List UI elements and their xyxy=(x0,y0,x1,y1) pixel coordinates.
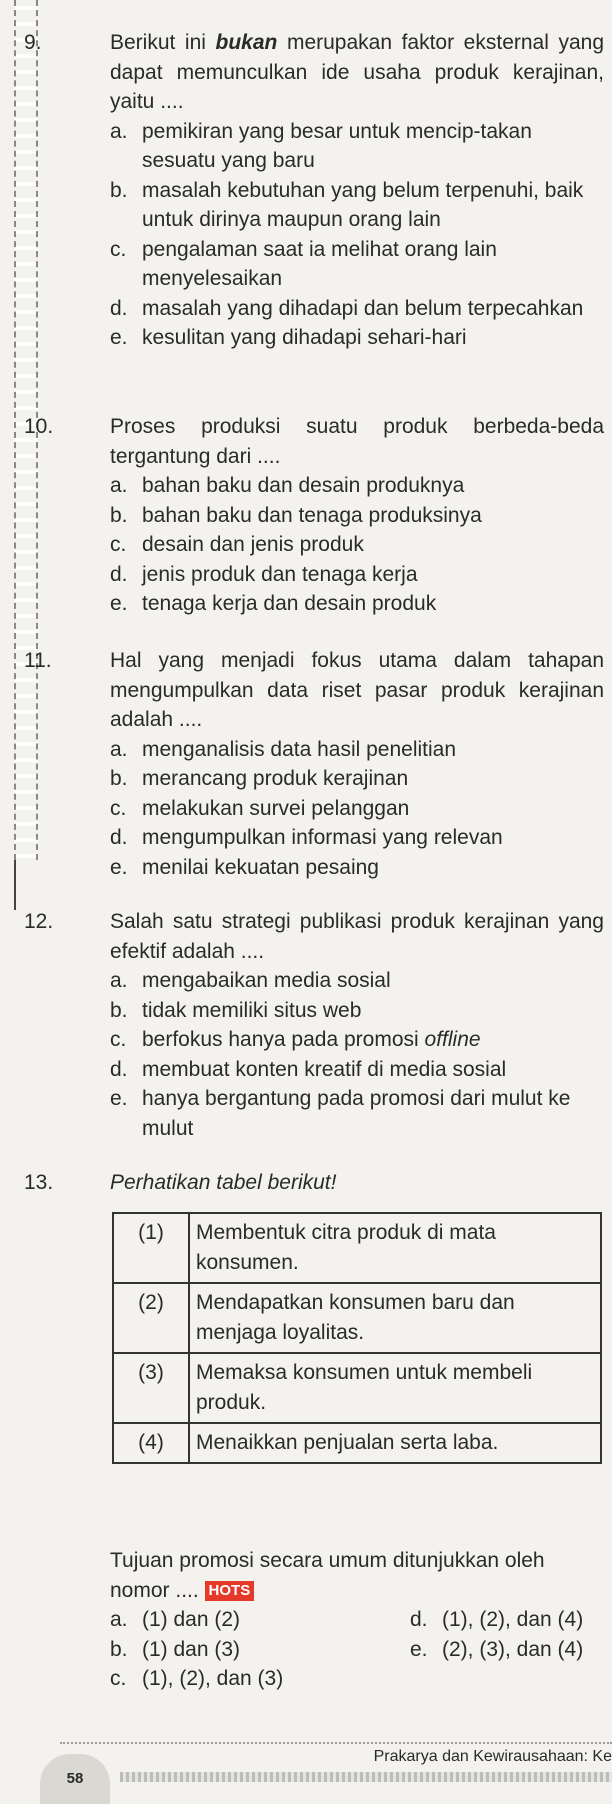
option-d[interactable]: d. jenis produk dan tenaga kerja xyxy=(110,562,418,586)
option-list xyxy=(54,117,604,353)
question-number: 13. xyxy=(24,1171,54,1194)
option-b[interactable]: b. merancang produk kerajinan xyxy=(110,767,409,790)
question-stem: Salah satu strategi publikasi produk kerajinan yang efektif adalah .... xyxy=(110,910,604,963)
table-row: (3) Memaksa konsumen untuk membeli produk. xyxy=(113,1353,601,1423)
question-number: 9. xyxy=(24,31,42,54)
emphasis-text: bukan xyxy=(215,31,278,54)
question-stem: Hal yang menjadi fokus utama dalam tahapan mengumpulkan data riset pasar produk kerajinan adalah .... xyxy=(110,649,604,731)
option-e[interactable]: e. menilai kekuatan pesaing xyxy=(110,855,379,879)
option-d[interactable]: d. masalah yang dihadapi dan belum terpecahkan xyxy=(110,296,584,320)
table-row: (1) Membentuk citra produk di mata konsumen. xyxy=(113,1213,601,1283)
option-c[interactable]: c. melakukan survei pelanggan xyxy=(110,796,410,820)
option-e[interactable]: e. kesulitan yang dihadapi sehari-hari xyxy=(110,326,467,349)
option-a[interactable]: a. menganalisis data hasil penelitian xyxy=(110,737,457,761)
question-text: Tujuan promosi secara umum ditunjukkan oleh nomor .... xyxy=(110,1549,545,1602)
question-number: 10. xyxy=(24,415,54,438)
question-12 xyxy=(24,907,604,1143)
option-grid xyxy=(110,1605,604,1694)
question-9 xyxy=(24,28,605,353)
question-13 xyxy=(24,1168,604,1198)
question-11 xyxy=(24,646,604,882)
option-b[interactable]: b. (1) dan (3) xyxy=(110,1637,241,1661)
option-e[interactable]: e. tenaga kerja dan desain produk xyxy=(110,592,437,615)
option-b[interactable]: b. bahan baku dan tenaga produksinya xyxy=(110,503,482,527)
option-a[interactable]: a. (1) dan (2) xyxy=(110,1608,241,1631)
footer-bar xyxy=(120,1772,612,1782)
hots-badge: HOTS xyxy=(205,1581,255,1601)
table-row: (2) Mendapatkan konsumen baru dan menjaga loyalitas. xyxy=(113,1283,601,1353)
option-e[interactable]: e. (2), (3), dan (4) xyxy=(410,1637,584,1661)
option-b[interactable]: b. masalah kebutuhan yang belum terpenuhi, baik untuk dirinya maupun orang lain xyxy=(110,178,584,231)
question-stem: Proses produksi suatu produk berbeda-beda tergantung dari .... xyxy=(110,415,604,468)
page-footer xyxy=(0,1742,612,1803)
binding-edge xyxy=(14,860,16,910)
option-a[interactable]: a. bahan baku dan desain produknya xyxy=(110,474,465,497)
option-d[interactable]: d. membuat konten kreatif di media sosial xyxy=(110,1057,507,1081)
option-c[interactable]: c. berfokus hanya pada promosi offline xyxy=(110,1028,481,1051)
question-number: 11. xyxy=(24,649,52,672)
question-13-prompt xyxy=(54,1546,604,1694)
question-10 xyxy=(24,412,604,619)
footer-divider xyxy=(60,1742,612,1744)
option-c[interactable]: c. (1), (2), dan (3) xyxy=(110,1667,284,1690)
question-number: 12. xyxy=(24,910,54,933)
option-a[interactable]: a. mengabaikan media sosial xyxy=(110,969,391,992)
option-c[interactable]: c. desain dan jenis produk xyxy=(110,533,364,556)
book-title: Prakarya dan Kewirausahaan: Ke xyxy=(373,1748,612,1765)
promotion-table xyxy=(112,1212,602,1464)
page-number: 58 xyxy=(40,1754,110,1804)
question-stem: Perhatikan tabel berikut! xyxy=(110,1171,337,1194)
emphasis-text: offline xyxy=(424,1028,481,1051)
option-d[interactable]: d. mengumpulkan informasi yang relevan xyxy=(110,826,503,849)
option-a[interactable]: a. pemikiran yang besar untuk mencip-takan sesuatu yang baru xyxy=(110,119,532,172)
table-row: (4) Menaikkan penjualan serta laba. xyxy=(113,1423,601,1463)
question-stem: Berikut ini bukan merupakan faktor eksternal yang dapat memunculkan ide usaha produk kerajinan, yaitu .... xyxy=(110,31,605,113)
option-b[interactable]: b. tidak memiliki situs web xyxy=(110,998,362,1022)
option-d[interactable]: d. (1), (2), dan (4) xyxy=(410,1608,584,1631)
option-c[interactable]: c. pengalaman saat ia melihat orang lain menyelesaikan xyxy=(110,237,497,290)
option-e[interactable]: e. hanya bergantung pada promosi dari mulut ke mulut xyxy=(110,1087,571,1140)
